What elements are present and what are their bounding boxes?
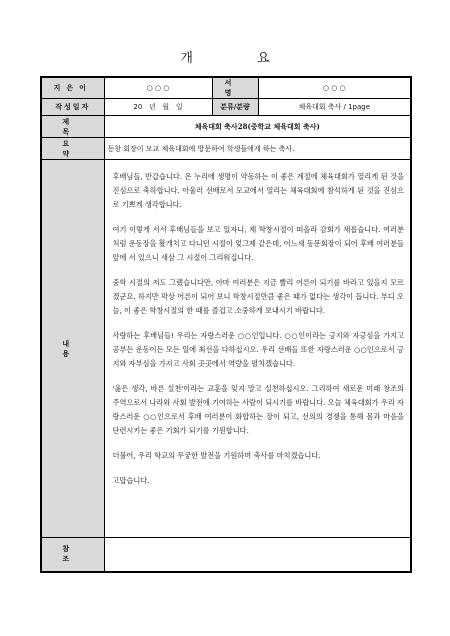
category-value: 체육대회 축사 / 1page xyxy=(258,99,411,116)
signature-value: ○ ○ ○ xyxy=(258,77,411,99)
author-value: ○ ○ ○ xyxy=(104,77,212,99)
category-label: 분류/분량 xyxy=(212,99,258,116)
content-label: 내 용 xyxy=(41,160,104,538)
content-body xyxy=(104,160,411,538)
content-paragraph-4: 사랑하는 후배님들! 우리는 자랑스러운 ○○인입니다. ○○인이라는 긍지와 자긍심을 가지고 공부든 운동이든 모든 일에 최선을 다하십시오. 우리 선배들 또한 자랑스러운 ○○인으로서 긍지와 자부심을 가지고 사회 곳곳에서 역량을 펼치겠습니다. xyxy=(112,331,404,368)
content-paragraph-2: 여기 이렇게 서서 후배님들을 보고 있자니, 제 학창시절이 떠올라 감회가 새롭습니다. 여러분처럼 운동장을 활개치고 다니던 시절이 엊그제 같은데, 어느새 동문회장이 되어 후배 여러분들 앞에 서 있으니 새삼 그 시절이 그리워집니다. xyxy=(112,225,404,262)
summary-label: 요 약 xyxy=(41,138,104,160)
date-label: 작성일자 xyxy=(41,99,104,116)
author-label: 지은이 xyxy=(41,77,104,99)
content-paragraph-7: 고맙습니다. xyxy=(112,476,150,485)
date-value: 20 년 월 일 xyxy=(104,99,212,116)
reference-value xyxy=(104,538,411,572)
content-paragraph-1: 후배님들, 반갑습니다. 온 누리에 생명이 약동하는 이 좋은 계절에 체육대회가 열리게 된 것을 진심으로 축하합니다. 아울러 선배로서 모교에서 열리는 체육대회에 참석하게 된 것을 진심으로 기쁘게 생각합니다. xyxy=(112,172,404,209)
document-form xyxy=(40,76,412,573)
page-title: 개 요 xyxy=(180,51,300,66)
summary-value: 동창 회장이 모교 체육대회에 방문하여 학생들에게 하는 축사. xyxy=(104,138,411,160)
content-paragraph-3: 중학 시절의 저도 그랬습니다만, 아마 여러분은 지금 빨리 어른이 되기를 바라고 있을지 모르겠군요. 하지만 막상 어른이 되어 보니 학창시절만큼 좋은 때가 없다는 생각이 듭니다. 부디 오늘, 이 좋은 학창시절의 한 때를 즐겁고 소중하게 보내시기 바랍니다. xyxy=(112,278,404,315)
content-paragraph-5: '옳은 생각, 바른 실천'이라는 교훈을 잊지 말고 실천하십시오. 그리하여 새로운 미래 창조의 주역으로서 나라와 사회 발전에 기여하는 사람이 되시기를 바랍니다. 오늘 체육대회가 우리 자랑스러운 ○○인으로서 후배 여러분이 화합하는 장이 되고, 선의의 경쟁을 통해 몸과 마음을 단련시키는 좋은 기회가 되기를 기원합니다. xyxy=(112,384,404,435)
content-paragraph-6: 더불어, 우리 학교의 무궁한 발전을 기원하며 축사를 마치겠습니다. xyxy=(112,451,321,460)
subject-label: 제 목 xyxy=(41,116,104,138)
signature-label: 서 명 xyxy=(212,77,258,99)
subject-value: 체육대회 축사28(중학교 체육대회 축사) xyxy=(104,116,411,138)
reference-label: 참 조 xyxy=(41,538,104,572)
